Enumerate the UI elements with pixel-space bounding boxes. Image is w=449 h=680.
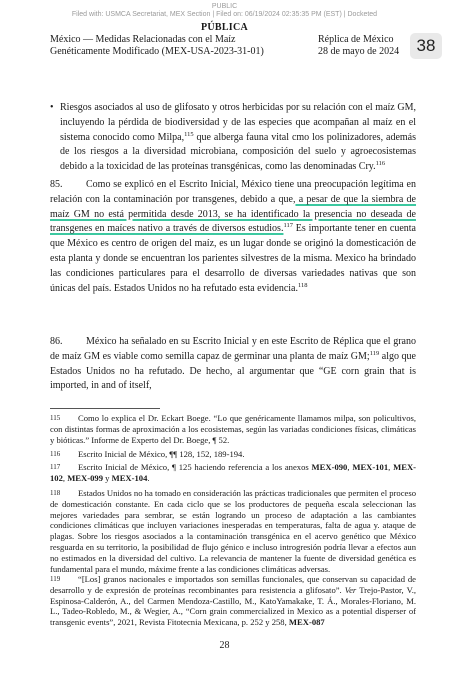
footnote-ref-119[interactable]: 119 — [369, 349, 380, 357]
footnote-118 — [50, 488, 416, 574]
footnote-text: Escrito Inicial de México, ¶ 125 haciendo referencia a los anexos MEX-090, MEX-101, MEX-102, MEX-099 y MEX-104. — [50, 462, 417, 483]
bullet-text-a: Riesgos asociados al uso de glifosato y otros herbicidas por su relación con el maíz GM, incluyendo la pérdida de biodiversidad y de las especies que acompañan al maíz en el sistema conocido como Milpa, — [60, 102, 416, 143]
annex-ref[interactable]: MEX-102 — [50, 462, 417, 483]
footnote-separator — [50, 408, 160, 409]
paragraph-number: 86. — [50, 336, 63, 347]
page-badge: 38 — [410, 33, 442, 59]
annex-ref[interactable]: MEX-087 — [288, 617, 325, 628]
paragraph-number: 85. — [50, 179, 63, 190]
document-info — [318, 34, 399, 57]
footnote-text: “[Los] granos nacionales e importados son semillas funcionales, que conservan su capacidad de desarrollo y de expresión de proteínas recombinantes para resistencia a glifosato”. Ver Trejo-Pastor, V., Espinosa-Calderón, A., del Carmen Mendoza-Castillo, M., KatoYamakake, T. Á., Morales-Floriano, M. L., Tadeo-Robledo, M., & Wegier, A., “Corn grain commercialized in Mexico as a potential disperser of transgenic events”, 2021, Revista Fitotecnia Mexicana, p. 252 y 258, MEX-087 — [50, 574, 416, 628]
case-title — [50, 34, 280, 57]
footnote-117 — [50, 462, 416, 484]
page-number: 28 — [219, 640, 230, 651]
paragraph-86 — [50, 335, 416, 394]
footnote-ref-116[interactable]: 116 — [375, 160, 386, 168]
annex-ref[interactable]: MEX-101 — [352, 462, 389, 472]
annex-ref[interactable]: MEX-090 — [311, 462, 348, 472]
footnote-text: Estados Unidos no ha tomado en consideración las prácticas tradicionales que permiten el proceso de domesticación constante. En cada ciclo que se los productores de pequeña escala seleccionan las mejores variedades para sembrar, se están logrando un proceso de adaptación a las cambiantes condiciones climáticas que incluyen variaciones inesperadas en temperaturas, falta de agua y. ataque de plagas. Sobre los riesgos asociados a la contaminación transgénica en el acervo genético que México resguarda en su territorio, la posibilidad de flujo génico e incluso introgresión podría llevar a efectos aun no estimados en la diversidad del cultivo. La relevancia de mantener la fuente de diversidad genética es fundamental para el mundo, máxime frente a las condiciones climáticas adversas. — [50, 488, 416, 574]
document-name: Réplica de México — [318, 34, 394, 45]
footnote-116 — [50, 449, 416, 460]
document-date: 28 de mayo de 2024 — [318, 45, 400, 57]
annex-ref[interactable]: MEX-104 — [111, 472, 148, 483]
case-title-line1: México — Medidas Relacionadas con el Maíz — [50, 34, 236, 45]
footnote-ref-115[interactable]: 115 — [184, 130, 194, 138]
footnote-ref-117[interactable]: 117 — [283, 222, 293, 230]
footnote-number: 116 — [50, 450, 61, 458]
footnote-ref-118[interactable]: 118 — [297, 281, 308, 289]
footnote-number: 117 — [50, 463, 61, 471]
footnote-text: Como lo explica el Dr. Eckart Boege. “Lo que genéricamente llamamos milpa, son policultivos, con distintas formas de aproximación a los ecosistemas, según las variadas condiciones físicas, climáticas y bióticas.” Informe de Experto del Dr. Boege, ¶ 52. — [50, 413, 416, 445]
footnote-text: Escrito Inicial de México, ¶¶ 128, 152, 189-194. — [78, 449, 245, 459]
stamp-public: PUBLIC — [211, 3, 238, 10]
footnote-119 — [50, 574, 416, 628]
case-title-line2: Genéticamente Modificado (MEX-USA-2023-31-01) — [50, 45, 264, 57]
footnote-number: 115 — [50, 414, 61, 422]
stamp-filed: Filed with: USMCA Secretariat, MEX Section | Filed on: 06/19/2024 02:35:35 PM (EST) | Docketed — [71, 11, 378, 18]
footnote-115 — [50, 413, 416, 445]
filing-stamp — [0, 3, 449, 19]
classification-label: PÚBLICA — [200, 22, 249, 33]
p86-text-a: México ha señalado en su Escrito Inicial y en este Escrito de Réplica que el grano de maíz GM es viable como semilla capaz de germinar una planta de maíz GM; — [50, 336, 416, 362]
p86-text-b: algo que Estados Unidos no ha refutado. De hecho, al argumentar que “GE corn grain that is imported, in and of itself, — [50, 350, 416, 392]
footnote-number: 119 — [50, 575, 61, 583]
bullet-item — [60, 101, 416, 175]
footnote-number: 118 — [50, 489, 61, 497]
p85-text-b: Es importante tener en cuenta que México es centro de origen del maíz, es un lugar donde se originó la domesticación de esta planta y donde se encuentran los parientes silvestres de la misma. Mexico ha brindado las condiciones particulares para el desarrollo de diversas variedades nativas que son únicas del país. Estados Unidos no ha refutado esta evidencia. — [50, 223, 416, 294]
bullet-text-b: que alberga fauna vital cmo los polinizadores, además de los riesgos a la diversidad microbiana, composición del suelo y agroecosistemas debido a la toxicidad de las proteínas transgénicas, como las denominadas Cry. — [60, 131, 416, 173]
annex-ref[interactable]: MEX-099 — [67, 472, 103, 483]
paragraph-85 — [50, 178, 416, 296]
p85-highlighted-text: a pesar de que la siembra de maíz GM no está permitida desde 2013, se ha identificado la presencia no deseada de transgenes en maíces nativo a través de diversos estudios. — [50, 193, 417, 235]
p85-text-a: Como se explicó en el Escrito Inicial, México tiene una preocupación legítima en relación con la contaminación por transgenes, debido a que, — [50, 179, 416, 205]
